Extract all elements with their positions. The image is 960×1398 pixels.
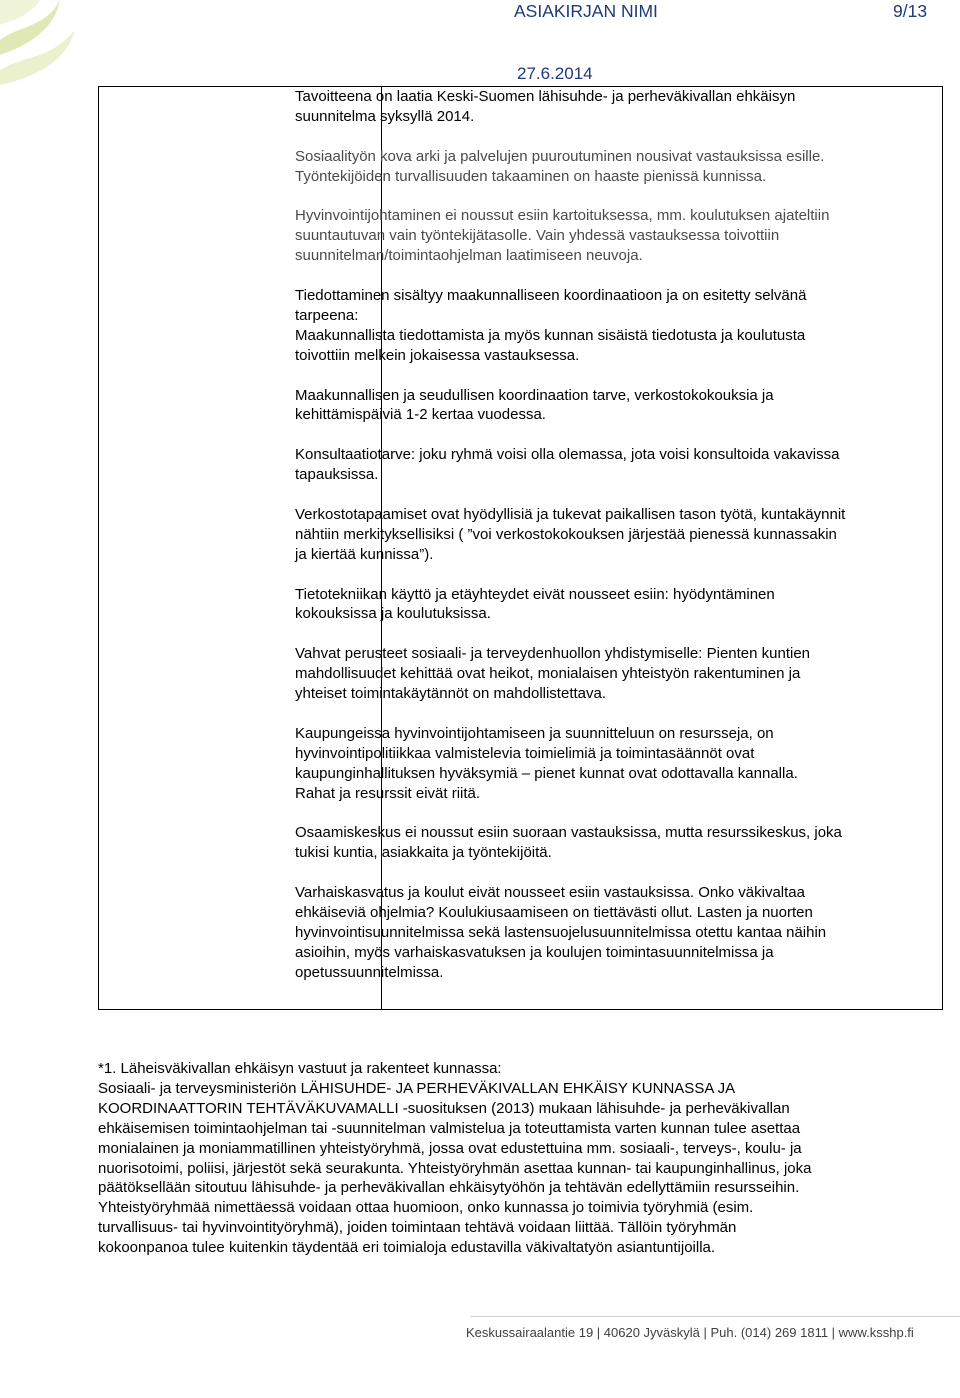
text-line: Tiedottaminen sisältyy maakunnalliseen koordinaatioon ja on esitetty selvänä — [295, 287, 807, 305]
footnote-line: nuorisotoimi, poliisi, järjestöt sekä seurakunta. Yhteistyöryhmän asettaa kunnan- tai kaupunginhallinus, joka — [98, 1159, 812, 1177]
text-line: Maakunnallista tiedottamista ja myös kunnan sisäistä tiedotusta ja koulutusta — [295, 326, 806, 344]
text-line: kehittämispäiviä 1-2 kertaa vuodessa. — [295, 406, 546, 424]
text-line: suunnitelma syksyllä 2014. — [295, 107, 475, 125]
text-line: Hyvinvointijohtaminen ei noussut esiin kartoituksessa, mm. koulutuksen ajateltiin — [295, 207, 830, 225]
text-line: Rahat ja resurssit eivät riitä. — [295, 784, 481, 802]
text-line: hyvinvointipolitiikkaa valmistelevia toimielimiä ja toimintasäännöt ovat — [295, 744, 755, 762]
text-line: ja kiertää kunnissa”). — [295, 545, 434, 563]
text-line: Työntekijöiden turvallisuuden takaaminen on haaste pienissä kunnissa. — [295, 167, 767, 185]
text-line: tukisi kuntia, asiakkaita ja työntekijöitä. — [295, 844, 552, 862]
text-line: Tavoitteena on laatia Keski-Suomen lähisuhde- ja perheväkivallan ehkäisyn — [295, 88, 796, 105]
text-line: asioihin, myös varhaiskasvatuksen ja koulujen toimintasuunnitelmissa ja — [295, 943, 774, 961]
document-date: 27.6.2014 — [517, 64, 593, 83]
text-line: Verkostotapaamiset ovat hyödyllisiä ja tukevat paikallisen tason työtä, kuntakäynnit — [295, 505, 846, 523]
footnote-line: Yhteistyöryhmää nimettäessä voidaan ottaa huomioon, onko kunnassa jo toimivia työryhmiä (esim. — [98, 1199, 754, 1217]
text-line: mahdollisuudet kehittää ovat heikot, monialaisen yhteistyön rakentuminen ja — [295, 665, 801, 683]
text-line: ehkäiseviä ohjelmia? Koulukiusaamiseen on tiettävästi ollut. Lasten ja nuorten — [295, 903, 813, 921]
text-line: suunnitelman/toimintaohjelman laatimiseen neuvoja. — [295, 247, 643, 265]
footnote-line: ehkäisemisen toimintaohjelman tai -suunnitelman valmistelua ja toteuttamista varten kunnan tulee asettaa — [98, 1119, 801, 1137]
footnote-line: KOORDINAATTORIN TEHTÄVÄKUVAMALLI -suosituksen (2013) mukaan lähisuhde- ja perheväkivallan — [98, 1099, 790, 1117]
text-line: Osaamiskeskus ei noussut esiin suoraan vastauksissa, mutta resurssikeskus, joka — [295, 824, 842, 842]
content-table — [98, 86, 943, 1010]
footnote-line: *1. Läheisväkivallan ehkäisyn vastuut ja rakenteet kunnassa: — [98, 1060, 502, 1077]
text-line: suuntautuvan vain työntekijätasolle. Vain yhdessä vastauksessa toivottiin — [295, 227, 780, 245]
text-line: toivottiin melkein jokaisessa vastauksessa. — [295, 346, 580, 364]
page-number: 9/13 — [893, 1, 928, 21]
paragraph-coordination — [295, 386, 927, 426]
text-line: Konsultaatiotarve: joku ryhmä voisi olla olemassa, jota voisi konsultoida vakavissa — [295, 446, 840, 464]
text-line: kaupunginhallituksen hyväksymiä – pienet kunnat ovat odottavalla kannalla. — [295, 764, 798, 782]
text-line: Varhaiskasvatus ja koulut eivät nousseet esiin vastauksissa. Onko väkivaltaa — [295, 884, 805, 902]
document-title: ASIAKIRJAN NIMI — [514, 1, 658, 21]
text-line: Sosiaalityön kova arki ja palvelujen puuroutuminen nousivat vastauksissa esille. — [295, 147, 825, 165]
paragraph-early-education — [295, 883, 927, 983]
text-line: Tietotekniikan käyttö ja etäyhteydet eivät nousseet esiin: hyödyntäminen — [295, 585, 775, 603]
footnote-line: turvallisuus- tai hyvinvointityöryhmä), joiden toimintaan tehtävä voidaan liittää. Tällöin työryhmän — [98, 1219, 737, 1237]
text-line: opetussuunnitelmissa. — [295, 963, 444, 981]
table-text-cell — [295, 87, 927, 983]
paragraph-social-work — [295, 147, 927, 187]
text-line: tapauksissa. — [295, 466, 379, 484]
text-line: hyvinvointisuunnitelmissa sekä lastensuojelusuunnitelmissa otettu kantaa näihin — [295, 923, 827, 941]
paragraph-competence-centre — [295, 823, 927, 863]
footer-divider — [470, 1316, 960, 1317]
paragraph-consultation — [295, 445, 927, 485]
footnote-text — [98, 1059, 928, 1258]
footnote-line: monialainen ja moniammatillinen yhteistyöryhmä, jossa ovat edustettuina mm. sosiaali-, terveys-, koulu- ja — [98, 1139, 802, 1157]
footnote — [98, 1059, 928, 1258]
paragraph-network-meetings — [295, 505, 927, 565]
text-line: tarpeena: — [295, 306, 359, 324]
decorative-leaf-graphic — [0, 0, 100, 120]
text-line: Vahvat perusteet sosiaali- ja terveydenhuollon yhdistymiselle: Pienten kuntien — [295, 645, 811, 663]
footnote-line: päätöksellään sitoutuu lähisuhde- ja perheväkivallan ehkäisytyöhön ja tehtävän edellyttämiin resursseihin. — [98, 1179, 800, 1197]
paragraph-goal — [295, 87, 927, 127]
text-line: Kaupungeissa hyvinvointijohtamiseen ja suunnitteluun on resursseja, on — [295, 724, 774, 742]
paragraph-communication — [295, 286, 927, 366]
paragraph-wellbeing-management — [295, 206, 927, 266]
text-line: yhteiset toimintakäytännöt on mahdollistettava. — [295, 685, 607, 703]
page-footer — [0, 1290, 960, 1398]
paragraph-cities — [295, 724, 927, 804]
paragraph-merger-grounds — [295, 644, 927, 704]
text-line: nähtiin merkityksellisiksi ( ”voi verkostokokouksen järjestää pienessä kunnassakin — [295, 525, 837, 543]
paragraph-it-usage — [295, 585, 927, 625]
footnote-line: Sosiaali- ja terveysministeriön LÄHISUHDE- JA PERHEVÄKIVALLAN EHKÄISY KUNNASSA JA — [98, 1079, 736, 1097]
footer-contact-info: Keskussairaalantie 19 | 40620 Jyväskylä | Puh. (014) 269 1811 | www.ksshp.fi — [466, 1325, 914, 1340]
footnote-line: kokoonpanoa tulee kuitenkin täydentää eri toimialoja edustavilla väkivaltatyön asiantuntijoilla. — [98, 1239, 716, 1257]
text-line: kokouksissa ja koulutuksissa. — [295, 605, 491, 623]
text-line: Maakunnallisen ja seudullisen koordinaation tarve, verkostokokouksia ja — [295, 386, 774, 404]
